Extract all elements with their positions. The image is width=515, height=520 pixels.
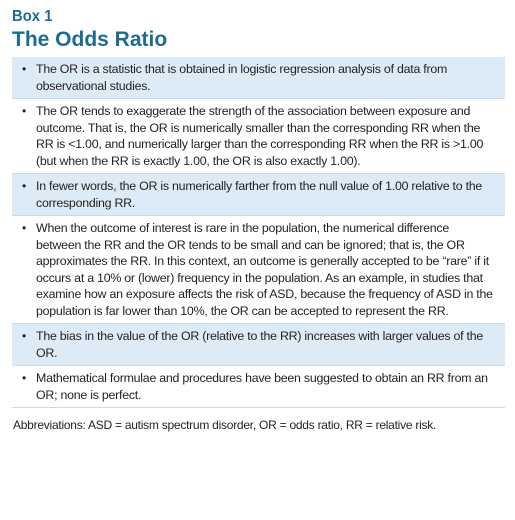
list-item	[12, 99, 505, 174]
bullet-icon: •	[22, 221, 26, 235]
list-item	[12, 366, 505, 408]
bullet-icon: •	[22, 179, 26, 193]
list-item	[12, 57, 505, 99]
bullet-icon: •	[22, 62, 26, 76]
list-item-text: When the outcome of interest is rare in the population, the numerical difference between the RR and the OR tends to be small and can be ignored; that is, the OR approximates the RR. In this context, an outcome is generally accepted to be “rare” if it occurs at a 10% or (lower) frequency in the population. As an example, in studies that examine how an exposure affects the risk of ASD, because the frequency of ASD in the population is far lower than 10%, the OR can be accepted to represent the RR.	[36, 221, 493, 318]
list-item	[12, 174, 505, 216]
list-item	[12, 216, 505, 324]
box-label: Box 1	[12, 8, 53, 25]
bullet-icon: •	[22, 104, 26, 118]
list-item-text: The OR is a statistic that is obtained in logistic regression analysis of data from observational studies.	[36, 62, 448, 93]
list-item-text: In fewer words, the OR is numerically farther from the null value of 1.00 relative to the corresponding RR.	[36, 179, 483, 210]
list-item	[12, 324, 505, 366]
bullet-icon: •	[22, 371, 26, 385]
list-item-text: The OR tends to exaggerate the strength of the association between exposure and outcome. That is, the OR is numerically smaller than the corresponding RR when the RR is <1.00, and numerically larger than the corresponding RR when the RR is >1.00 (but when the RR is exactly 1.00, the OR is also exactly 1.00).	[36, 104, 484, 168]
bullet-icon: •	[22, 329, 26, 343]
bullet-list	[12, 57, 505, 408]
list-item-text: Mathematical formulae and procedures have been suggested to obtain an RR from an OR; none is perfect.	[36, 371, 488, 402]
list-item-text: The bias in the value of the OR (relative to the RR) increases with larger values of the OR.	[36, 329, 484, 360]
box-title: The Odds Ratio	[12, 28, 168, 51]
abbreviations-footnote: Abbreviations: ASD = autism spectrum disorder, OR = odds ratio, RR = relative risk.	[13, 418, 437, 432]
